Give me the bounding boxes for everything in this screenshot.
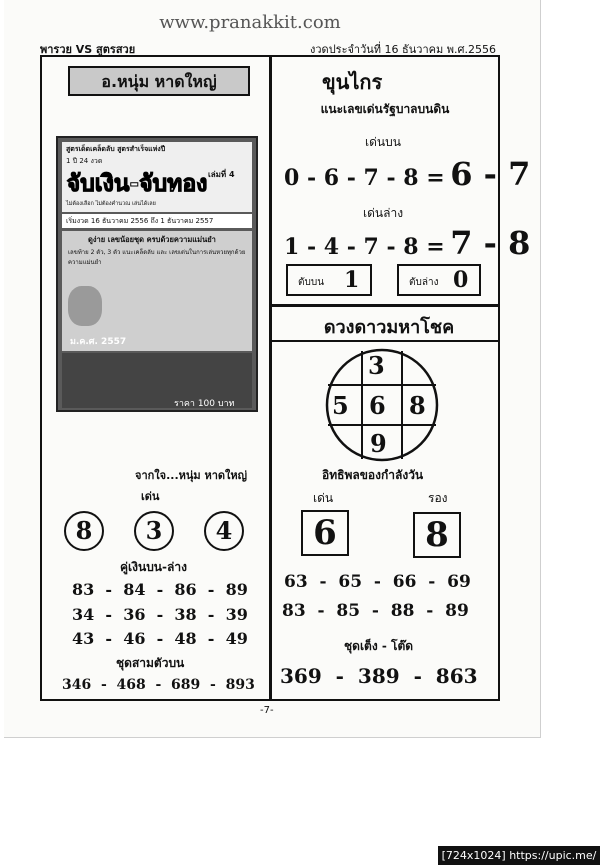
right-title: ขุนไกร [322, 70, 383, 94]
lower-result: 7 - 8 [450, 224, 531, 262]
site-url: www.pranakkit.com [159, 12, 341, 33]
section-title: ดวงดาวมหาโชค [323, 317, 455, 338]
upper-sequence: 0 - 6 - 7 - 8 = [284, 165, 445, 191]
cover-price: ราคา 100 บาท [174, 399, 235, 409]
upper-label: เด่นบน [365, 135, 401, 149]
upper-row [284, 155, 530, 193]
wheel-right-digit: 8 [409, 391, 426, 420]
second-digit-box: 8 [413, 512, 461, 558]
three-digit-label: ชุดสามตัวบน [116, 656, 185, 670]
pairs-row-1: 83 - 84 - 86 - 89 [72, 580, 248, 599]
page-number: -7- [260, 705, 274, 716]
lower-sequence: 1 - 4 - 7 - 8 = [284, 234, 445, 260]
author-label: อ.หนุ่ม หาดใหญ่ [68, 66, 250, 96]
header-date: งวดประจำวันที่ 16 ธันวาคม พ.ศ.2556 [310, 43, 496, 56]
lower-label: เด่นล่าง [363, 206, 404, 220]
wheel-center-digit: 6 [369, 391, 386, 420]
power-of-day-label: อิทธิพลของกำลังวัน [322, 468, 424, 482]
cover-title: จับเงิน-จับทอง [66, 171, 208, 197]
cover-badge: ม.ค.ศ. 2557 [70, 337, 127, 347]
cover-ad-headline: ดูง่าย เลขน้อยชุด ครบด้วยความแม่นยำ [88, 235, 216, 244]
pairs-row-2: 34 - 36 - 38 - 39 [72, 605, 248, 624]
top-digit-box [286, 264, 372, 296]
main-digit-3: 4 [204, 511, 244, 551]
top-digit-value: 1 [344, 267, 360, 293]
lead-digit-box: 6 [301, 510, 349, 556]
three-digit-row: 346 - 468 - 689 - 893 [62, 677, 255, 693]
column-divider [269, 57, 272, 699]
cover-line2: 1 ปี 24 งวด [66, 157, 103, 165]
right-pairs-row-2: 83 - 85 - 88 - 89 [282, 601, 469, 621]
lower-row [284, 224, 530, 262]
section-rule-top [272, 304, 498, 307]
main-digit-1: 8 [64, 511, 104, 551]
set-row: 369 - 389 - 863 [280, 664, 478, 688]
person-photo [68, 286, 102, 326]
pairs-label: คู่เงินบน-ล่าง [120, 560, 187, 574]
upper-result: 6 - 7 [450, 155, 531, 193]
header-left-title: พารวย VS สูตรสวย [40, 43, 136, 56]
magazine-cover-image [56, 136, 258, 412]
set-label: ชุดเต็ง - โต๊ด [344, 639, 414, 653]
cover-line1: สูตรเด็ดเคล็ดลับ สูตรสำเร็จแห่งปี [66, 145, 166, 153]
top-digit-label: ตับบน [298, 277, 325, 288]
cover-line3: ไม่ต้องเลือก ไม่ต้องคำนวณ เล่นได้เลย [66, 201, 156, 207]
bottom-digit-value: 0 [453, 267, 469, 293]
wheel-left-digit: 5 [332, 391, 349, 420]
section-rule-bottom [272, 340, 498, 342]
wheel-bottom-digit: 9 [370, 429, 387, 458]
from-text: จากใจ...หนุ่ม หาดใหญ่ [135, 469, 248, 482]
cover-ad-body: เลขท้าย 2 ตัว, 3 ตัว แนะเคล็ดลับ และ เลขเด่นในการเล่นหวยทุกด้วยความแม่นยำ [68, 249, 246, 266]
cover-date-range: เริ่มงวด 16 ธันวาคม 2556 ถึง 1 ธันวาคม 2557 [62, 214, 252, 228]
second-label: รอง [428, 491, 448, 505]
main-digit-2: 3 [134, 511, 174, 551]
right-subtitle: แนะเลขเด่นรัฐบาลบนดิน [320, 102, 450, 116]
right-pairs-row-1: 63 - 65 - 66 - 69 [284, 572, 471, 592]
bottom-digit-box [397, 264, 481, 296]
lead-label: เด่น [313, 491, 334, 505]
pairs-row-3: 43 - 46 - 48 - 49 [72, 629, 248, 648]
cover-issue: เล่มที่ 4 [208, 170, 235, 179]
main-label: เด่น [141, 490, 160, 503]
bottom-digit-label: ตับล่าง [409, 277, 439, 288]
wheel-top-digit: 3 [368, 351, 385, 380]
image-host-badge[interactable]: [724x1024] https://upic.me/ [438, 846, 600, 865]
